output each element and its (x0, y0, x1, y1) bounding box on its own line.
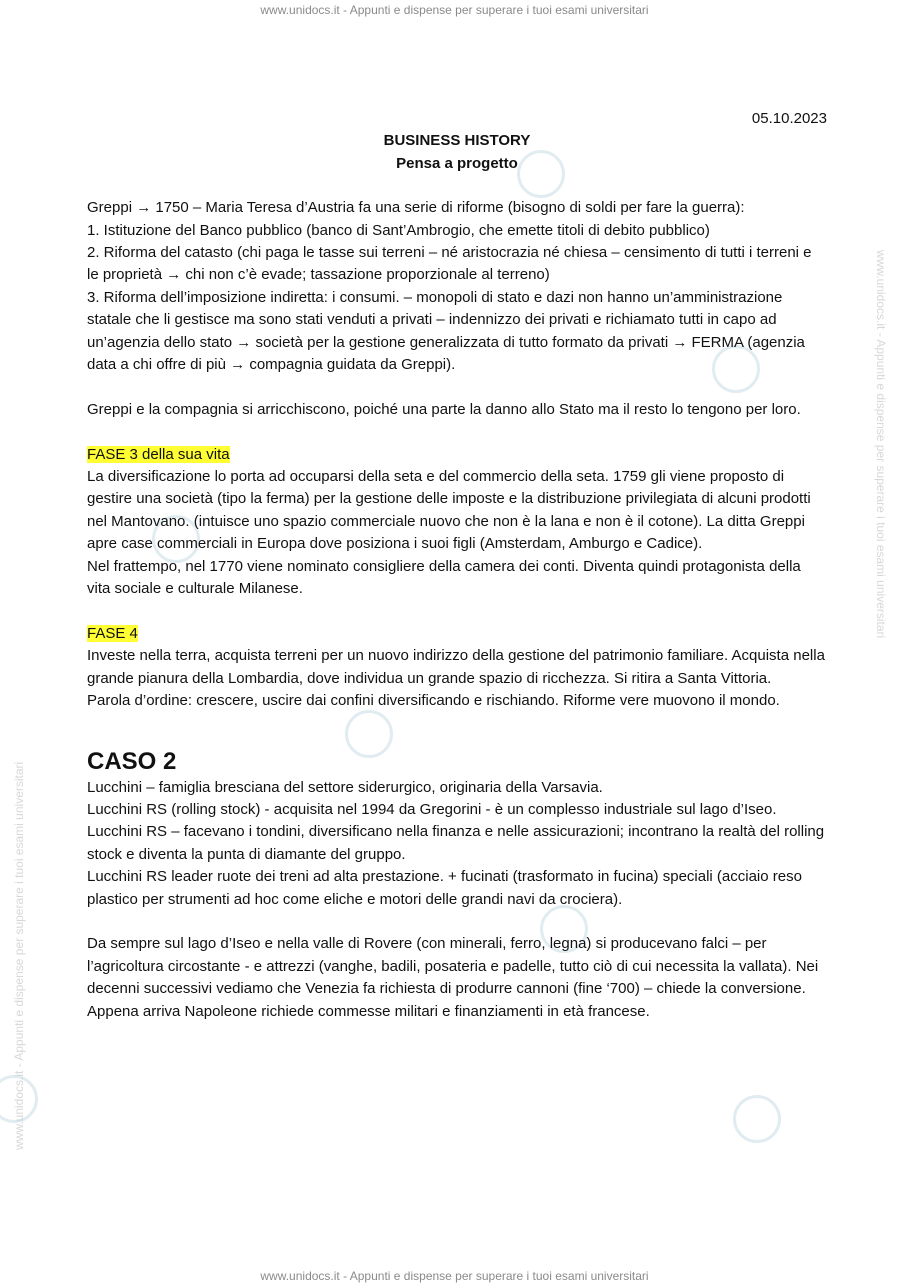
watermark-side-right: www.unidocs.it - Appunti e dispense per superare i tuoi esami universitari (874, 250, 888, 639)
watermark-logo-icon (0, 1075, 38, 1123)
paragraph-reform-1: 1. Istituzione del Banco pubblico (banco di Sant’Ambrogio, che emette titoli di debito pubblico) (87, 221, 710, 239)
paragraph-fase4-1: Investe nella terra, acquista terreni per un nuovo indirizzo della gestione del patrimonio familiare. Acquista nella grande pianura della Lombardia, dove individua un grande spazio di ricchezza. Si ritira a Santa Vittoria. (87, 647, 825, 687)
watermark-footer: www.unidocs.it - Appunti e dispense per superare i tuoi esami universitari (260, 1269, 649, 1283)
paragraph-fase3-2: Nel frattempo, nel 1770 viene nominato consigliere della camera dei conti. Diventa quindi protagonista della vita sociale e culturale Milanese. (87, 557, 801, 598)
section-title-caso2: CASO 2 (87, 747, 177, 775)
paragraph-greppi-wealth: Greppi e la compagnia si arricchiscono, poiché una parte la danno allo Stato ma il resto lo tengono per loro. (87, 400, 801, 418)
paragraph-fase4-2: Parola d’ordine: crescere, uscire dai confini diversificando e rischiando. Riforme vere muovono il mondo. (87, 692, 780, 710)
doc-title: BUSINESS HISTORY (383, 132, 531, 150)
watermark-header: www.unidocs.it - Appunti e dispense per superare i tuoi esami universitari (260, 3, 649, 17)
paragraph-caso2-2: Lucchini RS (rolling stock) - acquisita nel 1994 da Gregorini - è un complesso industriale sul lago d’Iseo. (87, 800, 777, 818)
watermark-logo-icon (733, 1095, 781, 1143)
watermark-side-left: www.unidocs.it - Appunti e dispense per superare i tuoi esami universitari (12, 761, 26, 1150)
paragraph-caso2-1: Lucchini – famiglia bresciana del settore siderurgico, originaria della Varsavia. (87, 778, 603, 796)
paragraph-caso2-3: Lucchini RS – facevano i tondini, diversificano nella finanza e nelle assicurazioni; incontrano la realtà del rolling stock e diventa la punta di diamante del gruppo. (87, 823, 825, 863)
paragraph-reform-2: 2. Riforma del catasto (chi paga le tasse sui terreni – né aristocrazia né chiesa – censimento di tutti i terreni e le proprietà → chi non c’è evade; tassazione proporzionale al terreno) (87, 244, 812, 284)
paragraph-caso2-6: Appena arriva Napoleone richiede commesse militari e finanziamenti in età francese. (87, 1002, 650, 1020)
paragraph-caso2-4: Lucchini RS leader ruote dei treni ad alta prestazione. + fucinati (trasformato in fucina) speciali (acciaio reso plastico per strumenti ad hoc come eliche e motori delle grandi navi da crociera). (87, 868, 802, 908)
paragraph-fase3-1: La diversificazione lo porta ad occuparsi della seta e del commercio della seta. 1759 gli viene proposto di gestire una società (tipo la ferma) per la gestione delle imposte e la distribuzione privilegiata di alcuni prodotti nel Mantovano. (intuisce uno spazio commerciale nuovo che non è la lana e non è il cotone). La ditta Greppi apre case commerciali in Europa dove posiziona i suoi figli (Amsterdam, Amburgo e Cadice). (87, 468, 811, 553)
section-label-fase4: FASE 4 (87, 624, 138, 642)
paragraph-caso2-5: Da sempre sul lago d’Iseo e nella valle di Rovere (con minerali, ferro, legna) si producevano falci – per l’agricoltura circostante - e attrezzi (vanghe, badili, posateria e padelle, tutto ciò di cui necessita la vallata). Nei decenni successivi vediamo che Venezia fa richiesta di produrre cannoni (fine ‘700) – chiede la conversione. (87, 935, 819, 998)
paragraph-greppi-intro: Greppi → 1750 – Maria Teresa d’Austria fa una serie di riforme (bisogno di soldi per fare la guerra): (87, 199, 745, 217)
doc-date: 05.10.2023 (751, 110, 827, 127)
section-label-fase3: FASE 3 della sua vita (87, 445, 230, 463)
document-page (87, 108, 827, 1023)
doc-subtitle: Pensa a progetto (396, 154, 518, 172)
paragraph-reform-3: 3. Riforma dell’imposizione indiretta: i consumi. – monopoli di stato e dazi non hanno un’amministrazione statale che li gestisce ma sono stati venduti a privati – indennizzo dei privati e richiamato tutti in capo ad un’agenzia dello stato → società per la gestione generalizzata di tutto formato da privati → FERMA (agenzia data a chi offre di più → compagnia guidata da Greppi). (87, 288, 805, 374)
